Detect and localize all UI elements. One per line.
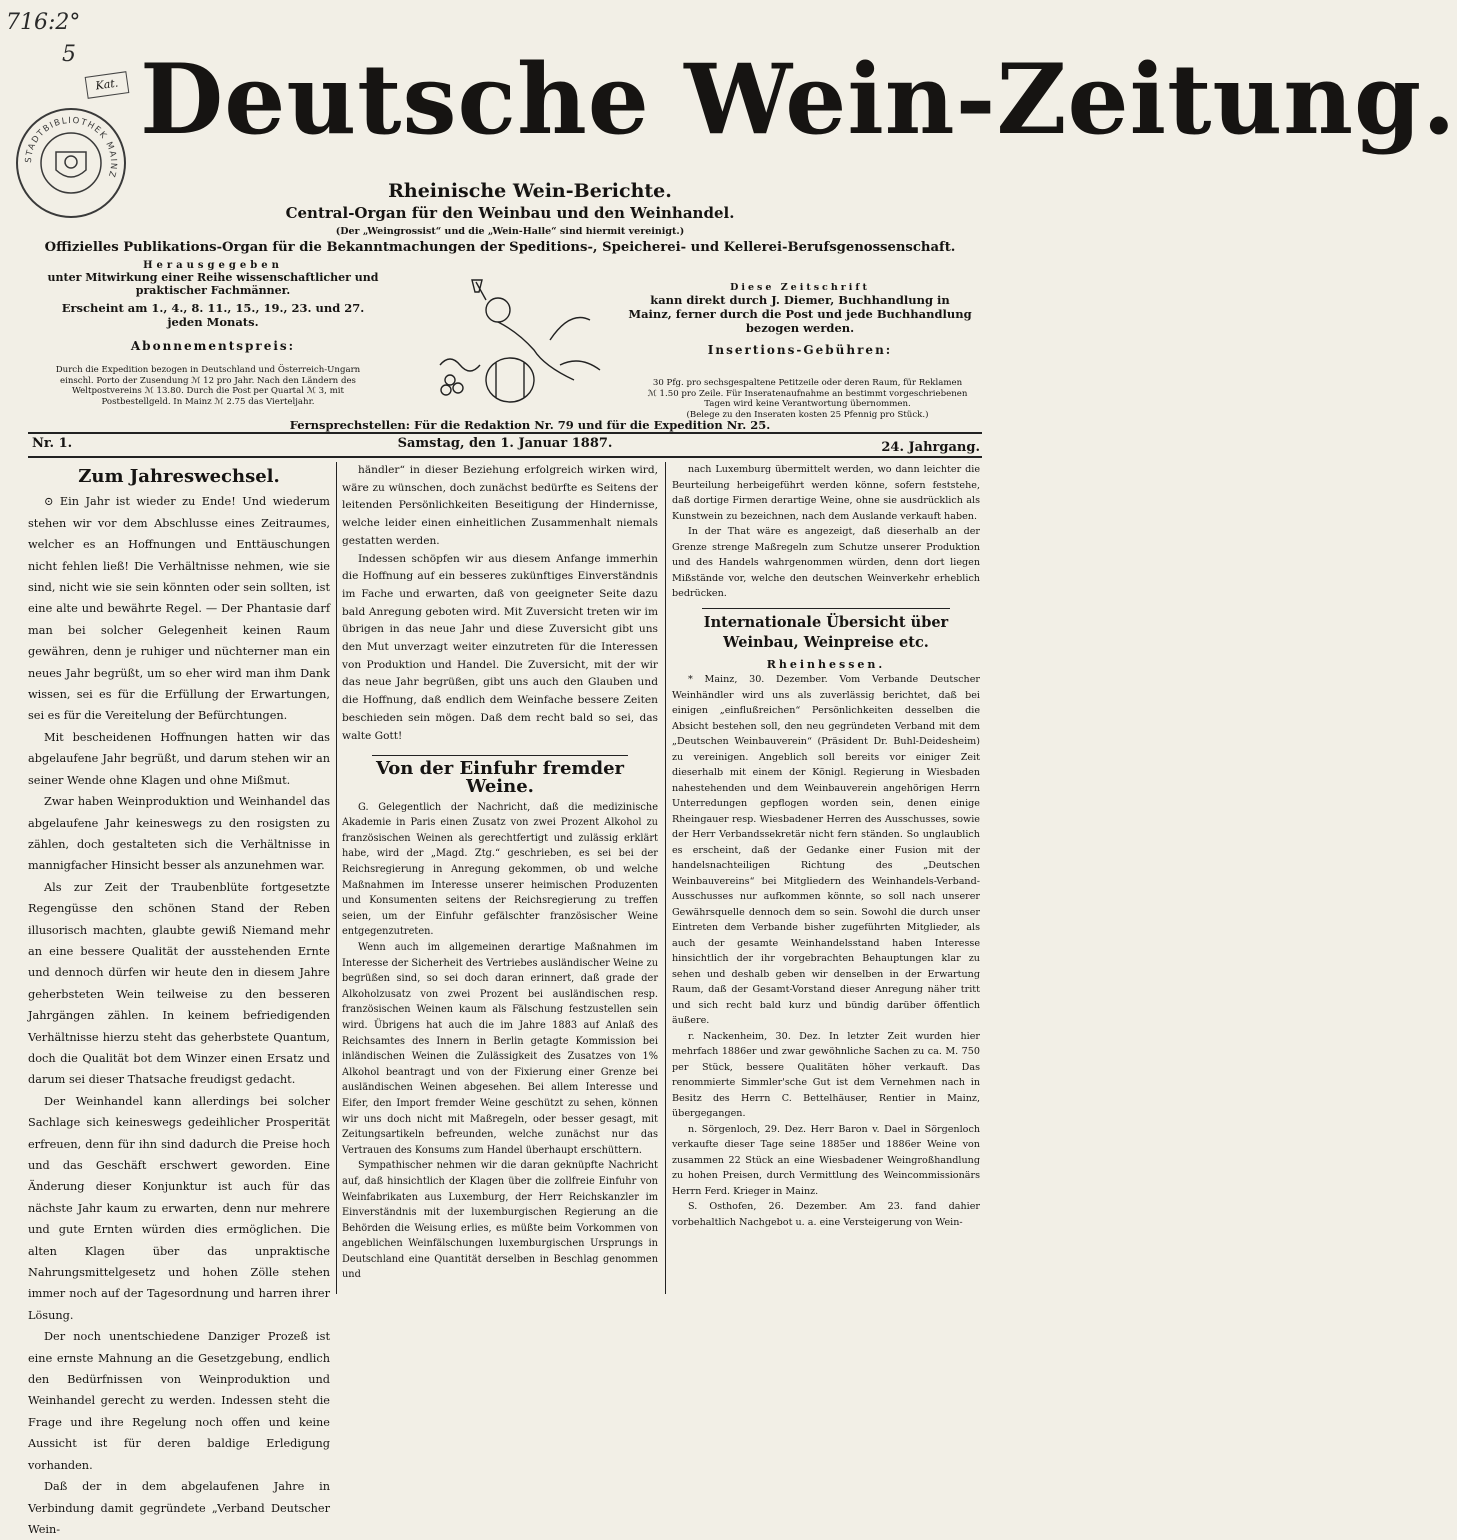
article-paragraph: Mit bescheidenen Hoffnungen hatten wir das abgelaufene Jahr begrüßt, und darum stehen wir an seiner Wende ohne Klagen und ohne Mißmut. xyxy=(28,730,330,787)
diese-label: Diese Zeitschrift xyxy=(730,282,870,293)
column-1 xyxy=(28,462,330,1536)
bezug-line-1: kann direkt durch J. Diemer, Buchhandlung in xyxy=(650,293,950,307)
ins-line-3: Tagen wird keine Verantwortung übernommen. xyxy=(704,399,911,409)
herausgegeben-label: Herausgegeben xyxy=(143,260,283,271)
column-divider xyxy=(665,462,666,1294)
shelfmark-number: 5 xyxy=(62,42,76,67)
article-paragraph: nach Luxemburg übermittelt werden, wo dann leichter die Beurteilung herbeigeführt werden könne, sofern feststehe, daß dortige Firmen derartige Weine, ohne sie ausdrücklich als Kunstwein zu bezeichnen, nach dem Auslande verkauft haben. xyxy=(672,464,980,522)
newspaper-title: Deutsche Wein-Zeitung. xyxy=(140,43,1457,156)
article-paragraph: händler“ in dieser Beziehung erfolgreich wirken wird, wäre zu wünschen, doch zunächst bedürfte es Seitens der leitenden Persönlichkeiten Beseitigung der Hindernisse, welche leider einen einheitlichen Zusammenhalt niemals gestatten werden. xyxy=(342,464,658,547)
library-stamp-icon xyxy=(16,108,126,218)
mitwirkung-line-1: unter Mitwirkung einer Reihe wissenschaftlicher und xyxy=(47,271,379,284)
article-paragraph: Daß der in dem abgelaufenen Jahre in Verbindung damit gegründete „Verband Deutscher Wein- xyxy=(28,1480,330,1536)
article-paragraph: In der That wäre es angezeigt, daß dieserhalb an der Grenze strenge Maßregeln zum Schutze unserer Produktion und des Handels wahrgenommen würden, denn dort liegen Mißstände vor, welche den deutschen Weinverkehr erheblich bedrücken. xyxy=(672,526,980,599)
abo-title: Abonnementspreis: xyxy=(130,339,296,353)
article-paragraph: Indessen schöpfen wir aus diesem Anfange immerhin die Hoffnung auf ein besseres zukünftiges Einverständnis im Fache und erwarten, daß von geeigneter Seite dazu bald Anregung geboten wird. Mit Zuversicht treten wir im übrigen in das neue Jahr und diese Zuversicht gibt uns den Mut unverzagt weiter einzutreten für die Interessen von Produktion und Handel. Die Zuversicht, mit der wir das neue Jahr begrüßen, gibt uns auch den Glauben und die Hoffnung, daß endlich dem Weinfache bessere Zeiten beschieden sein mögen. Daß dem recht bald so sei, das walte Gott! xyxy=(342,552,658,742)
merged-note: (Der „Weingrossist“ und die „Wein-Halle“ sind hiermit vereinigt.) xyxy=(335,226,685,237)
ins-line-2: ℳ 1.50 pro Zeile. Für Inseratenaufnahme an bestimmt vorgeschriebenen xyxy=(647,388,968,399)
article-paragraph: Der Weinhandel kann allerdings bei solcher Sachlage sich keineswegs gedeihlicher Prosperität erfreuen, denn für ihn sind dadurch die Preise hoch und das Geschäft erschwert geworden. Eine Änderung dieser Konjunktur ist auch für das nächste Jahr kaum zu erwarten, denn nur mehrere und gute Ernten würden dies ermöglichen. Die alten Klagen über das unpraktische Nahrungsmittelgesetz und hohen Zölle stehen immer noch auf der Tagesordnung und harren ihrer Lösung. xyxy=(28,1094,330,1322)
divider xyxy=(28,432,982,434)
insertions-title: Insertions-Gebühren: xyxy=(707,343,893,357)
article-heading-einfuhr: Von der Einfuhr fremder Weine. xyxy=(375,758,625,797)
central-organ-line: Central-Organ für den Weinbau und den Weinhandel. xyxy=(285,204,735,222)
article-paragraph: Der noch unentschiedene Danziger Prozeß ist eine ernste Mahnung an die Gesetzgebung, endlich den Bedürfnissen von Weinproduktion und Weinhandel gerecht zu werden. Indessen steht die Frage und ihre Regelung noch offen und keine Aussicht ist für deren baldige Erledigung vorhanden. xyxy=(28,1330,330,1472)
abo-line-4: Postbestellgeld. In Mainz ℳ 2.75 das Vierteljahr. xyxy=(101,396,315,407)
column-divider xyxy=(336,462,337,1294)
erscheint-line-1: Erscheint am 1., 4., 8. 11., 15., 19., 23. und 27. xyxy=(61,301,365,315)
ins-line-1: 30 Pfg. pro sechsgespaltene Petitzeile oder deren Raum, für Reklamen xyxy=(652,378,963,388)
bacchus-wine-barrel-icon xyxy=(410,270,610,410)
column-2 xyxy=(342,462,658,1296)
issue-number: Nr. 1. xyxy=(32,436,73,451)
abo-line-1: Durch die Expedition bezogen in Deutschland und Österreich-Ungarn xyxy=(55,365,361,375)
article-paragraph: ⊙ Ein Jahr ist wieder zu Ende! Und wiederum stehen wir vor dem Abschlusse eines Zeitraumes, welcher es an Hoffnungen und Enttäuschungen nicht fehlen ließ! Die Verhältnisse nehmen, wie sie sind, nicht wie sie sein könnten oder sein sollten, ist eine alte und bewährte Regel. — Der Phantasie darf man bei solcher Gelegenheit keinen Raum gewähren, denn je ruhiger und nüchterner man ein neues Jahr begrüßt, um so eher wird man ihm Dank wissen, sei es für die Erfüllung der Erwartungen, sei es für die Vereitelung der Befürchtungen. xyxy=(28,495,330,723)
issue-date: Samstag, den 1. Januar 1887. xyxy=(397,436,613,451)
article-heading-uebersicht: Internationale Übersicht über Weinbau, Weinpreise etc. xyxy=(703,613,949,651)
article-paragraph: Zwar haben Weinproduktion und Weinhandel das abgelaufene Jahr keineswegs zu den rosigsten zu zählen, doch gestalteten sich die Verhältnisse in mannigfacher Hinsicht besser als anzunehmen war. xyxy=(28,795,330,873)
issue-year: 24. Jahrgang. xyxy=(881,440,980,455)
erscheint-line-2: jeden Monats. xyxy=(167,315,259,329)
article-paragraph: Wenn auch im allgemeinen derartige Maßnahmen im Interesse der Sicherheit des Vertriebes ausländischer Weine zu begrüßen sind, so sei doch daran erinnert, daß grade der Alkoholzusatz von zwei Prozent bei ausländischen resp. französischen Weinen kaum als Fälschung festzustellen sein wird. Übrigens hat auch die im Jahre 1883 auf Anlaß des Reichsamtes des Innern in Berlin getagte Kommission bei inländischen Weinen die Zulässigkeit des Zusatzes von 1% Alkohol beantragt und von der Fixierung einer Grenze bei ausländischen Weinen abgesehen. Bei allem Interesse und Eifer, den Import fremder Weine geschützt zu sehen, können wir uns doch nicht mit Maßregeln, oder besser gesagt, mit Zeitungsartikeln befreunden, welche zunächst nur das Vertrauen des Konsums zum Handel überhaupt erschüttern. xyxy=(342,942,658,1156)
article-heading-jahreswechsel: Zum Jahreswechsel. xyxy=(78,466,280,487)
kat-label: Kat. xyxy=(85,71,130,99)
fernsprech-line: Fernsprechstellen: Für die Redaktion Nr. 79 und für die Expedition Nr. 25. xyxy=(289,418,771,432)
mitwirkung-line-2: praktischer Fachmänner. xyxy=(135,284,291,297)
divider xyxy=(372,755,628,756)
shelfmark-handwritten: 716:2° xyxy=(6,10,81,35)
ins-line-4: (Belege zu den Inseraten kosten 25 Pfennig pro Stück.) xyxy=(686,409,929,420)
bezug-line-2: Mainz, ferner durch die Post und jede Buchhandlung xyxy=(628,307,972,321)
abo-line-3: Weltpostvereins ℳ 13.80. Durch die Post per Quartal ℳ 3, mit xyxy=(72,386,344,396)
article-paragraph: Sympathischer nehmen wir die daran geknüpfte Nachricht auf, daß hinsichtlich der Klagen über die zollfreie Einfuhr von Weinfabrikaten aus Luxemburg, der Herr Reichskanzler im Einverständnis mit der luxemburgischen Regierung an die Behörden die Weisung erlies, es müßte beim Vorkommen von angeblichen Weinfälschungen luxemburgischen Ursprungs in Deutschland eine Quantität derselben in Beschlag genommen und xyxy=(342,1160,658,1281)
abo-line-2: einschl. Porto der Zusendung ℳ 12 pro Jahr. Nach den Ländern des xyxy=(60,375,356,386)
article-paragraph: * Mainz, 30. Dezember. Vom Verbande Deutscher Weinhändler wird uns als zuverlässig berichtet, daß bei einigen „einflußreichen“ Persönlichkeiten desselben die Absicht bestehen soll, den neu gegründeten Verband mit dem „Deutschen Weinbauverein“ (Präsident Dr. Buhl-Deidesheim) zu vereinigen. Angeblich soll bereits vor einiger Zeit dieserhalb mit einem der Königl. Regierung in Wiesbaden nahestehenden und dem Weinbauverein angehörigen Herrn Unterredungen gepflogen worden sein, denen einige Rheingauer resp. Wiesbadener Herren des Ausschusses, sowie der Herr Verbandssekretär nicht fern ständen. So unglaublich es erscheint, daß der Gedanke einer Fusion mit der handelsnachteiligen Richtung des „Deutschen Weinbauvereins“ bei Mitgliedern des Weinhandels-Verband-Ausschusses nur aufkommen könnte, so soll nach unserer Gewährsquelle dennoch dem so sein. Sowohl die durch unser Eintreten dem Verbande bisher zugeführten Mitglieder, als auch der gesamte Weinhandelsstand haben Interesse hinsichtlich der ihr vorgebrachten Behauptungen klar zu sehen und deshalb geben wir denselben in der Erwartung Raum, daß der Gesamt-Vorstand dieser Anregung näher tritt und sich recht bald kurz und bündig darüber öffentlich äußere. xyxy=(672,674,980,1026)
official-organ-line: Offizielles Publikations-Organ für die Bekanntmachungen der Speditions-, Speicherei- und Kellerei-Berufsgenossenschaft. xyxy=(44,240,956,255)
article-paragraph: n. Sörgenloch, 29. Dez. Herr Baron v. Dael in Sörgenloch verkaufte dieser Tage seine 1885er und 1886er Weine von zusammen 22 Stück an eine Wiesbadener Weingroßhandlung zu hohen Preisen, durch Vermittlung des Weincommissionärs Herrn Ferd. Krieger in Mainz. xyxy=(672,1123,980,1197)
subtitle: Rheinische Wein-Berichte. xyxy=(388,180,672,202)
column-3 xyxy=(672,462,980,1296)
divider xyxy=(702,608,950,609)
article-paragraph: Als zur Zeit der Traubenblüte fortgesetzte Regengüsse den schönen Stand der Reben illusorisch machten, glaubte gewiß Niemand mehr an eine bessere Qualität der ausstehenden Ernte und dennoch dürfen wir heute den in diesem Jahre geherbsteten Wein teilweise zu den besseren Jahrgängen zählen. In keinem befriedigenden Verhältnisse hierzu steht das geherbstete Quantum, doch die Qualität bot dem Winzer einen Ersatz und darum sei dieser Thatsache freudigst gedacht. xyxy=(28,880,330,1087)
region-heading: Rheinhessen. xyxy=(766,657,886,671)
divider xyxy=(28,456,982,458)
article-paragraph: S. Osthofen, 26. Dezember. Am 23. fand dahier vorbehaltlich Nachgebot u. a. eine Versteigerung von Wein- xyxy=(672,1201,980,1228)
bezug-line-3: bezogen werden. xyxy=(745,321,855,335)
article-paragraph: G. Gelegentlich der Nachricht, daß die medizinische Akademie in Paris einen Zusatz von zwei Prozent Alkohol zu französischen Weinen als gerechtfertigt und zulässig erklärt habe, wird der „Magd. Ztg.“ geschrieben, es sei bei der Reichsregierung in Anregung gekommen, ob und welche Maßnahmen im Interesse unserer heimischen Produzenten und Konsumenten seitens der Reichsregierung zu treffen seien, um der Einfuhr gefälschter französischer Weine entgegenzutreten. xyxy=(342,801,658,938)
article-paragraph: r. Nackenheim, 30. Dez. In letzter Zeit wurden hier mehrfach 1886er und zwar gewöhnliche Sachen zu ca. M. 750 per Stück, bessere Qualitäten höher verkauft. Das renommierte Simmler'sche Gut ist dem Vernehmen nach in Besitz des Herrn C. Bettelhäuser, Rentier in Mainz, übergegangen. xyxy=(672,1030,980,1119)
svg-text:STADTBIBLIOTHEK MAINZ: STADTBIBLIOTHEK MAINZ xyxy=(23,115,119,180)
